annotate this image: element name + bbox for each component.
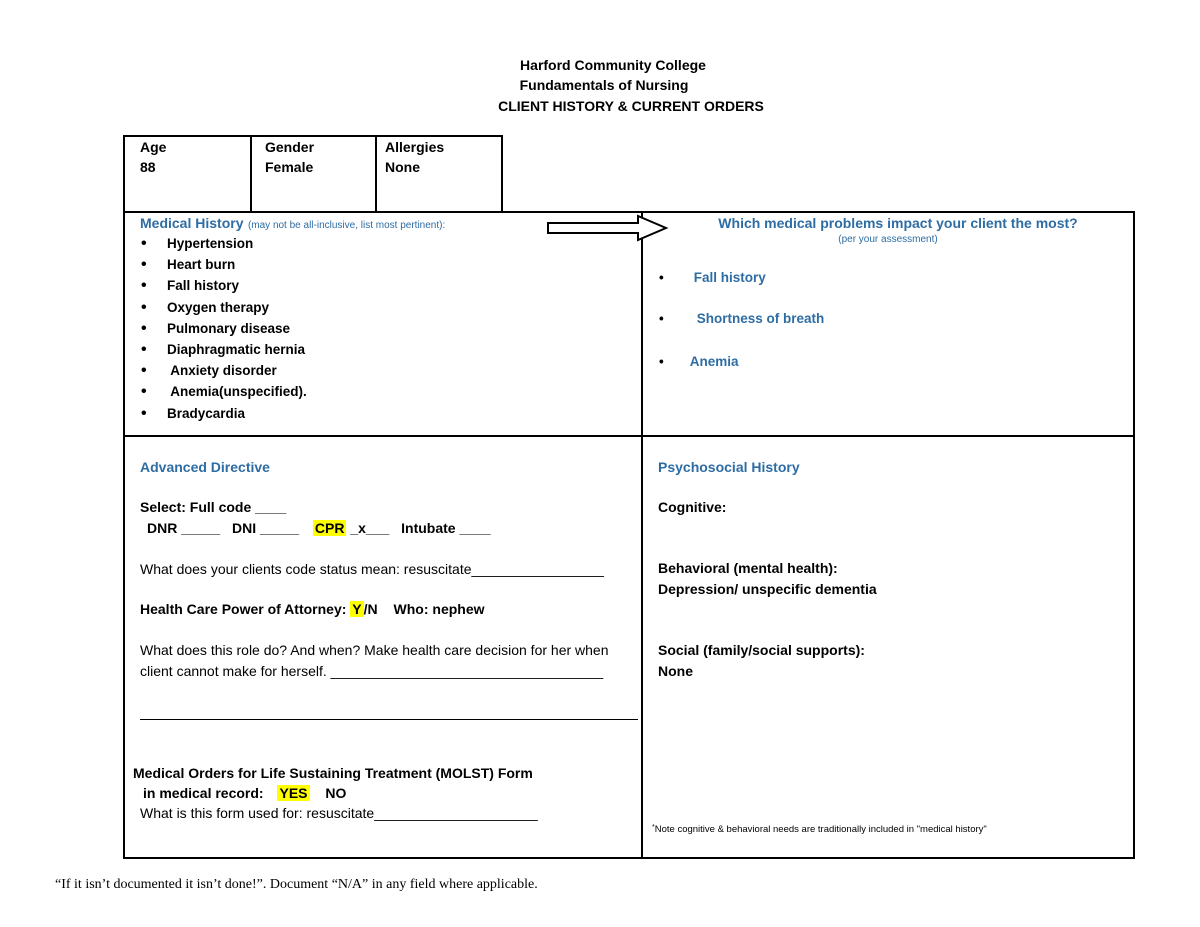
gender-value[interactable]: Female [265, 159, 314, 175]
medical-history-item[interactable]: • Fall history [141, 275, 307, 296]
medical-history-subtitle: (may not be all-inclusive, list most pertinent): [247, 220, 446, 231]
role-question-line1[interactable]: What does this role do? And when? Make health care decision for her when [140, 642, 609, 658]
medical-history-item[interactable]: • Oxygen therapy [141, 297, 307, 318]
behavioral-label: Behavioral (mental health): [658, 560, 838, 576]
molst-no[interactable]: NO [325, 785, 347, 801]
intubate-option[interactable]: Intubate ____ [401, 520, 491, 536]
impact-title: Which medical problems impact your client the most? [718, 215, 1078, 231]
social-value[interactable]: None [658, 663, 693, 679]
footer-note: “If it isn’t documented it isn’t done!”. Document “N/A” in any field where applicable. [55, 877, 538, 892]
code-options-row [147, 520, 491, 536]
medical-history-item[interactable]: • Heart burn [141, 254, 307, 275]
allergies-label: Allergies [385, 139, 445, 155]
molst-title: Medical Orders for Life Sustaining Treatment (MOLST) Form [133, 765, 533, 781]
select-full-code[interactable]: Select: Full code ____ [140, 499, 287, 515]
age-label: Age [140, 139, 167, 155]
asterisk-icon: * [652, 824, 655, 831]
impact-item-2[interactable]: • Shortness of breath [659, 311, 825, 326]
header-college: Harford Community College [520, 57, 706, 73]
cpr-option[interactable]: CPR [314, 520, 345, 536]
hcpoa-label: Health Care Power of Attorney: [140, 601, 347, 617]
medical-history-item[interactable]: • Hypertension [141, 233, 307, 254]
medical-history-heading [140, 215, 445, 233]
medical-history-item[interactable]: • Bradycardia [141, 403, 307, 424]
medical-history-item[interactable]: • Anemia(unspecified). [141, 381, 307, 402]
psychosocial-title: Psychosocial History [658, 459, 800, 475]
impact-item-3[interactable]: • Anemia [659, 354, 739, 369]
impact-subtitle: (per your assessment) [838, 234, 938, 245]
behavioral-value[interactable]: Depression/ unspecific dementia [658, 581, 877, 597]
medical-history-title: Medical History [140, 215, 244, 231]
cognitive-label: Cognitive: [658, 499, 727, 515]
medical-history-item[interactable]: • Diaphragmatic hernia [141, 339, 307, 360]
hcpoa-row [140, 601, 485, 617]
medical-history-item[interactable]: • Anxiety disorder [141, 360, 307, 381]
dnr-option[interactable]: DNR _____ [147, 520, 221, 536]
hcpoa-yes[interactable]: Y [352, 601, 362, 617]
allergies-value[interactable]: None [385, 159, 420, 175]
molst-use-question[interactable]: What is this form used for: resuscitate_____________________ [140, 805, 538, 821]
code-status-question[interactable]: What does your clients code status mean: resuscitate_________________ [140, 561, 604, 577]
role-question-line2[interactable]: client cannot make for herself. ___________________________________ [140, 663, 604, 679]
header-course: Fundamentals of Nursing [519, 77, 689, 93]
impact-item-1[interactable]: • Fall history [659, 270, 766, 285]
blank-answer-line[interactable] [140, 719, 638, 720]
social-label: Social (family/social supports): [658, 642, 865, 658]
molst-row [143, 785, 346, 801]
hcpoa-who[interactable]: Who: nephew [393, 601, 485, 617]
gender-label: Gender [265, 139, 315, 155]
hcpoa-no[interactable]: /N [363, 601, 378, 617]
molst-label: in medical record: [143, 785, 264, 801]
advanced-directive-title: Advanced Directive [140, 459, 270, 475]
age-value[interactable]: 88 [140, 159, 156, 175]
medical-history-list [141, 233, 307, 424]
psychosocial-note: *Note cognitive & behavioral needs are traditionally included in "medical history" [652, 824, 987, 835]
header-form-title: CLIENT HISTORY & CURRENT ORDERS [498, 98, 764, 114]
dni-option[interactable]: DNI _____ [232, 520, 299, 536]
molst-yes[interactable]: YES [279, 785, 308, 801]
medical-history-item[interactable]: • Pulmonary disease [141, 318, 307, 339]
cpr-mark[interactable]: _x___ [346, 520, 390, 536]
